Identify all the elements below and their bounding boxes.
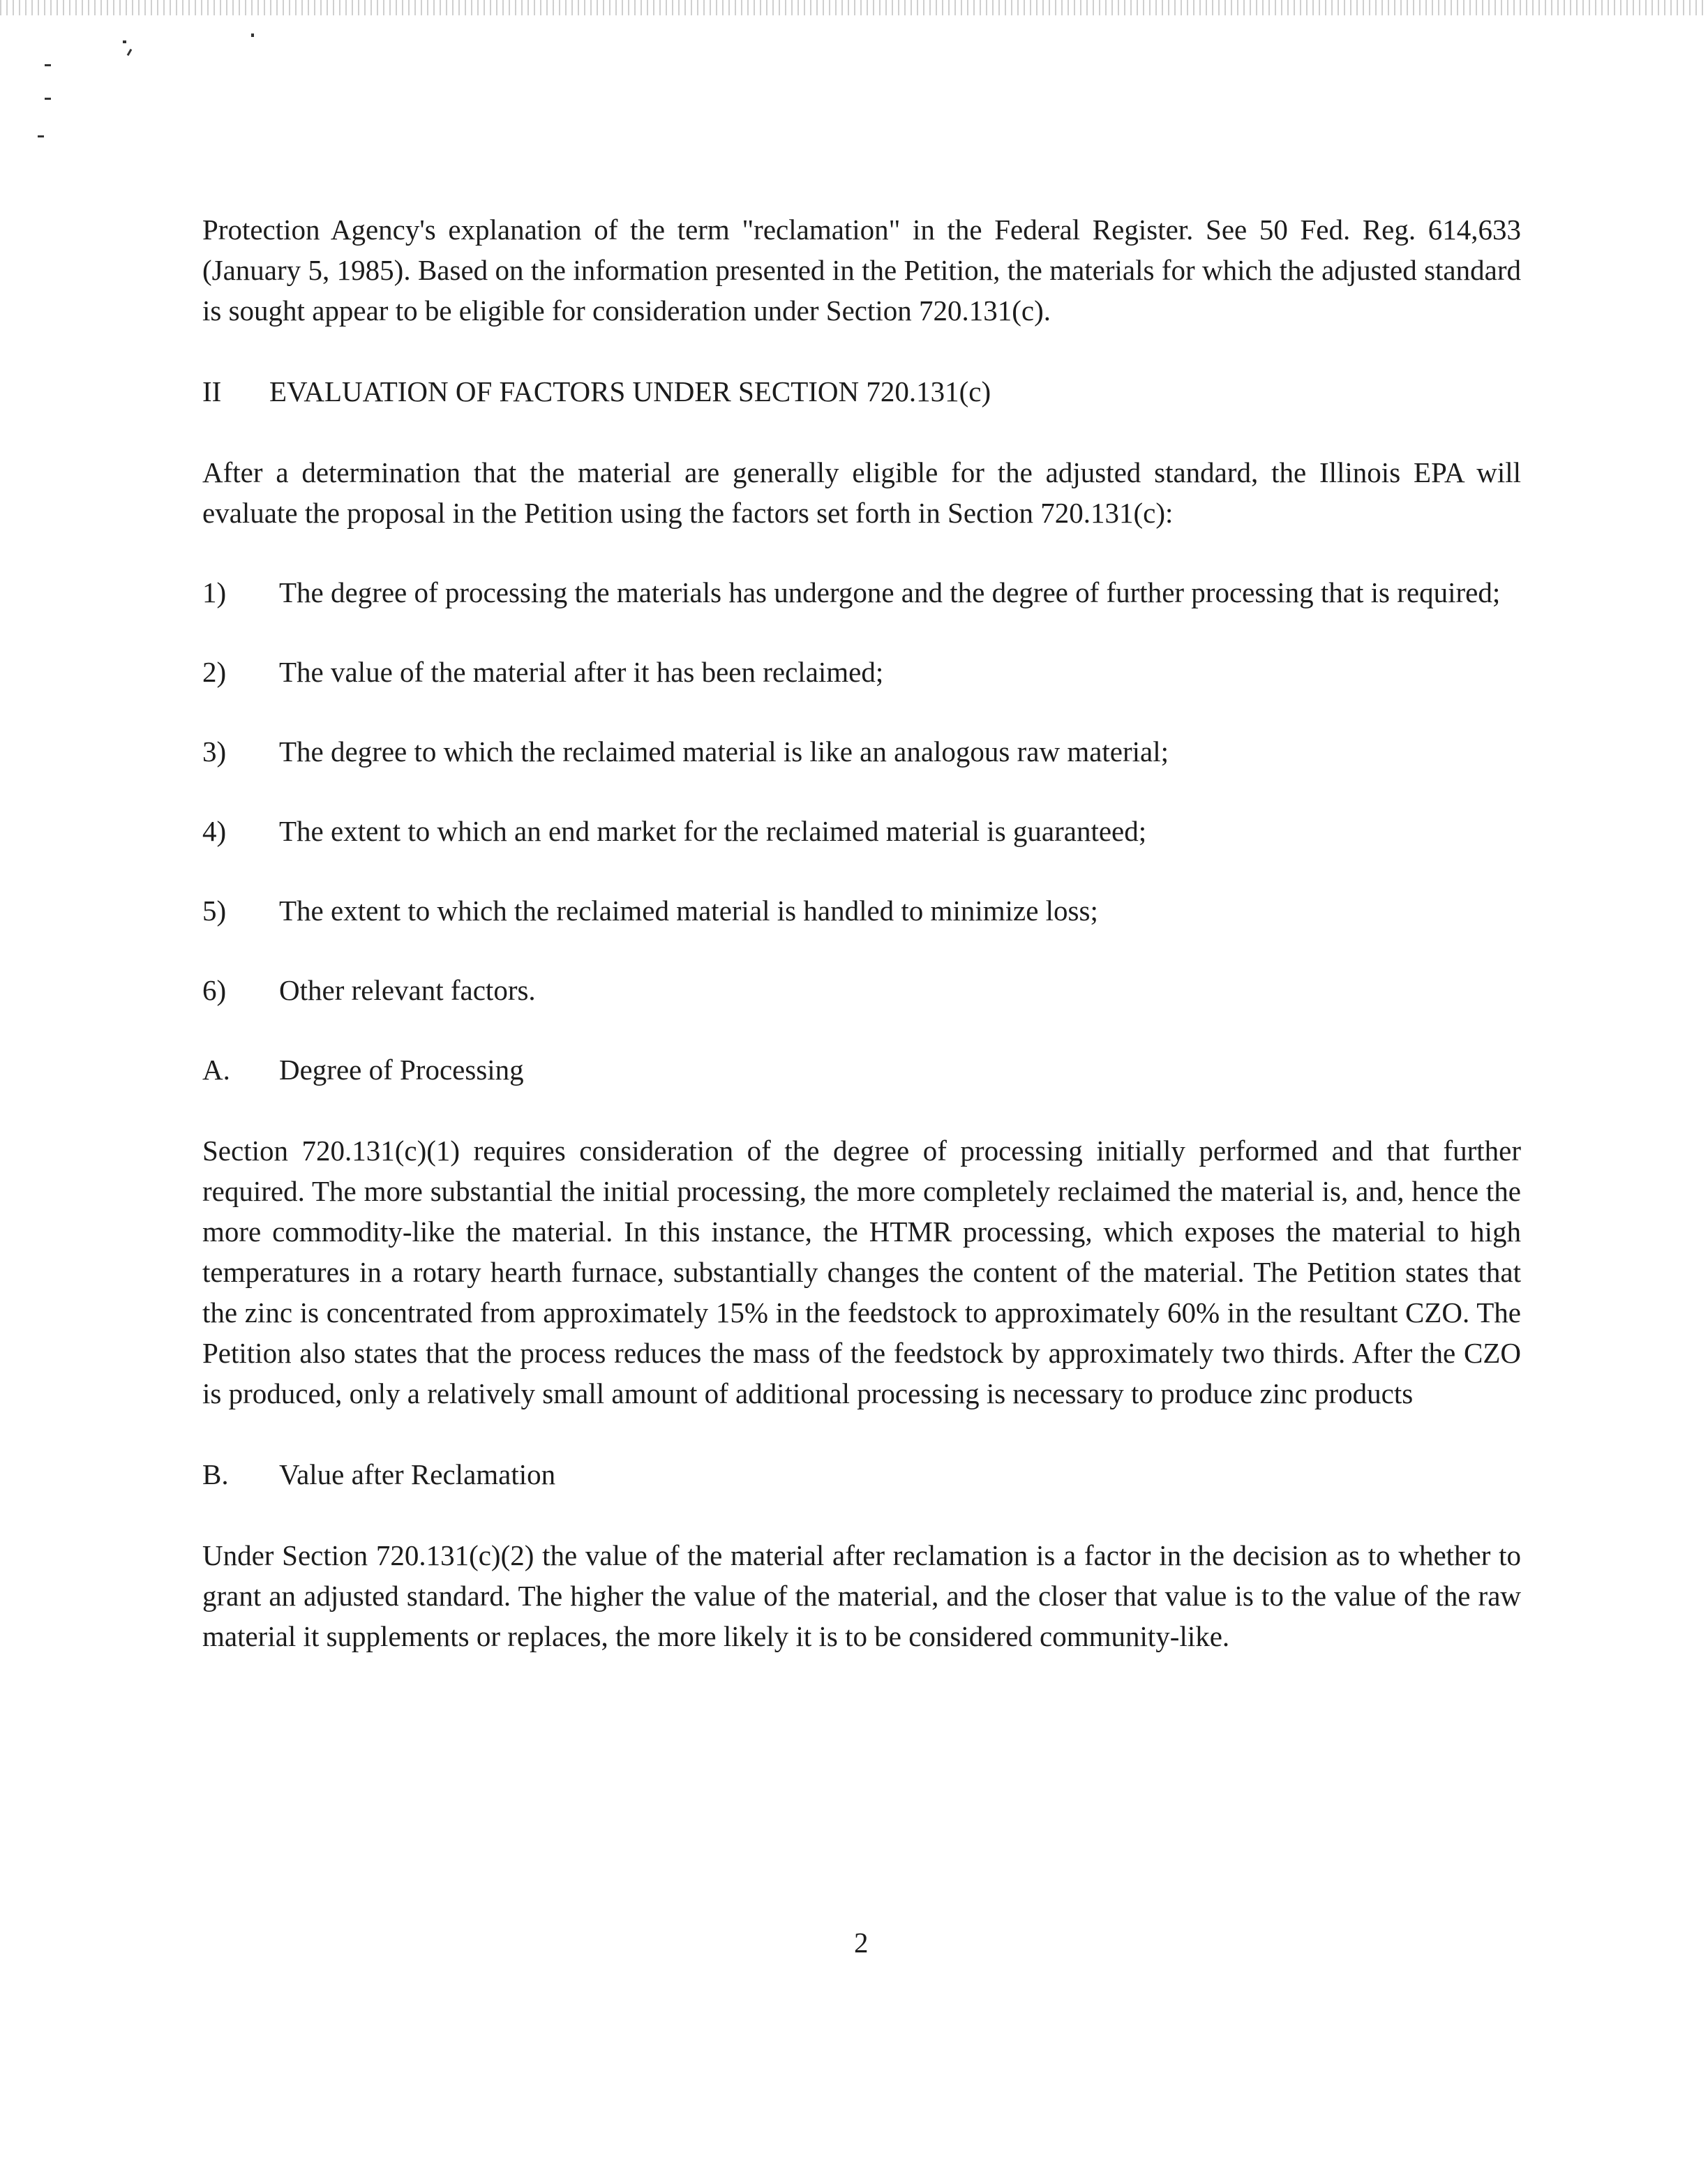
section-b-letter: B. [202, 1458, 229, 1490]
section-a-title: Degree of Processing [279, 1054, 524, 1086]
factor-text: The extent to which an end market for the reclaimed material is guaranteed; [279, 815, 1147, 847]
section-ii-title: EVALUATION OF FACTORS UNDER SECTION 720.131(c) [269, 375, 991, 407]
factor-number: 3) [202, 735, 227, 768]
section-b-paragraph: Under Section 720.131(c)(2) the value of the material after reclamation is a factor in the decision as to whether to grant an adjusted standard. The higher the value of the material, and the closer that value is to the value of the raw material it supplements or replaces, the more likely it is to be considered community-like. [202, 1539, 1521, 1652]
factor-item [202, 970, 1521, 1010]
factor-text: The extent to which the reclaimed material is handled to minimize loss; [279, 895, 1098, 927]
factor-item [202, 731, 1521, 772]
factor-text: The degree of processing the materials has undergone and the degree of further processing that is required; [279, 576, 1501, 608]
document-body [202, 209, 1521, 1656]
factor-number: 6) [202, 974, 227, 1006]
scan-noise [0, 0, 1708, 15]
evaluation-paragraph: After a determination that the material are generally eligible for the adjusted standard, the Illinois EPA will evaluate the proposal in the Petition using the factors set forth in Section 720.131(c): [202, 456, 1521, 529]
factor-item [202, 811, 1521, 851]
section-a-letter: A. [202, 1054, 230, 1086]
section-ii-number: II [202, 375, 222, 407]
factor-item [202, 652, 1521, 692]
factor-text: The value of the material after it has been reclaimed; [279, 656, 884, 688]
section-a-paragraph: Section 720.131(c)(1) requires consideration of the degree of processing initially performed and that further required. The more substantial the initial processing, the more completely reclaimed the material is, and, hence the more commodity-like the material. In this instance, the HTMR processing, which exposes the material to high temperatures in a rotary hearth furnace, substantially changes the content of the material. The Petition states that the zinc is concentrated from approximately 15% in the feedstock to approximately 60% in the resultant CZO. The Petition also states that the process reduces the mass of the feedstock by approximately two thirds. After the CZO is produced, only a relatively small amount of additional processing is necessary to produce zinc products [202, 1135, 1521, 1409]
factor-item [202, 572, 1521, 613]
factor-text: Other relevant factors. [279, 974, 536, 1006]
factor-text: The degree to which the reclaimed material is like an analogous raw material; [279, 735, 1169, 768]
section-ii-heading [202, 371, 1521, 412]
factor-number: 4) [202, 815, 227, 847]
factor-item [202, 890, 1521, 931]
section-b-title: Value after Reclamation [279, 1458, 556, 1490]
factor-list [202, 572, 1521, 1010]
page-number: 2 [854, 1927, 869, 1959]
factor-number: 2) [202, 656, 227, 688]
factor-number: 5) [202, 895, 227, 927]
section-a-heading [202, 1049, 1521, 1090]
intro-paragraph: Protection Agency's explanation of the term "reclamation" in the Federal Register. See 50 Fed. Reg. 614,633 (January 5, 1985). Based on the information presented in the Petition, the materials for which the adjusted standard is sought appear to be eligible for consideration under Section 720.131(c). [202, 214, 1521, 327]
factor-number: 1) [202, 576, 227, 608]
section-b-heading [202, 1454, 1521, 1495]
